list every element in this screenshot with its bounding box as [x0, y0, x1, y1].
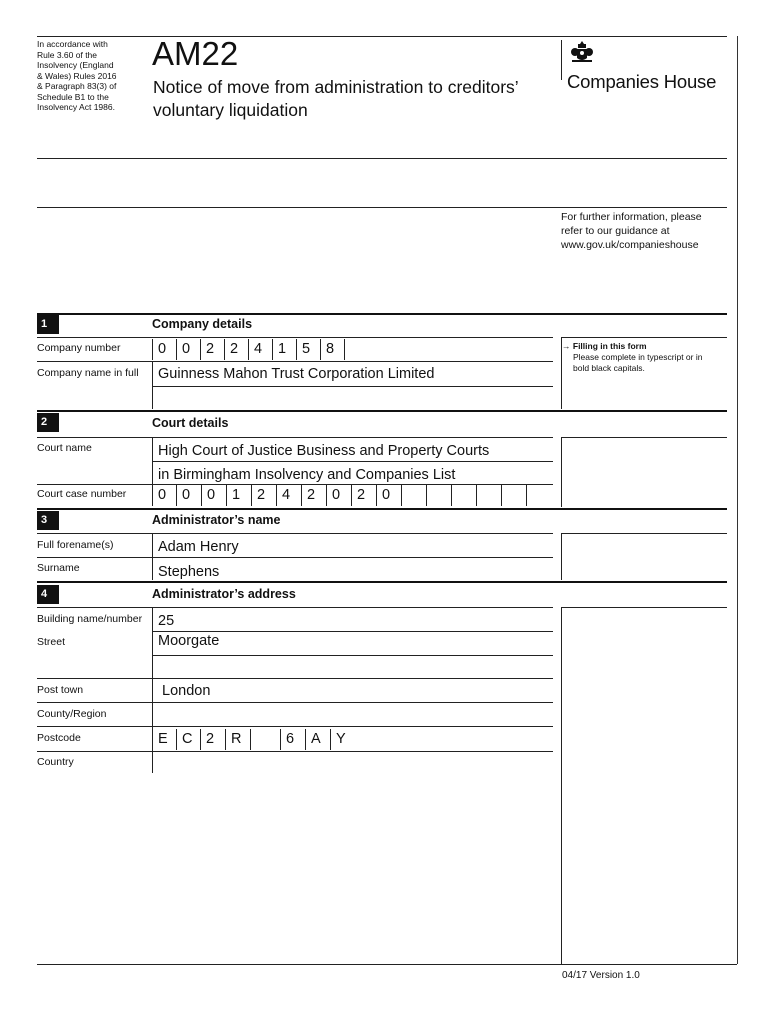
section-rule [37, 410, 727, 412]
digit-box: 2 [351, 485, 376, 506]
row-rule [37, 607, 553, 608]
form-title [153, 76, 519, 122]
digit-box: 1 [272, 339, 296, 360]
legal-note-line: Insolvency (England [37, 60, 114, 70]
company-number-label: Company number [37, 342, 121, 354]
section-rule [37, 313, 727, 315]
section-number: 2 [37, 413, 59, 432]
postcode-box: C [176, 729, 200, 750]
section-title: Administrator’s address [152, 587, 296, 601]
building-label: Building name/number [37, 613, 143, 625]
legal-note [37, 39, 147, 113]
digit-box: 2 [301, 485, 326, 506]
sidebar-rule [561, 337, 727, 338]
sidebar-rule [561, 607, 727, 608]
form-title-line: voluntary liquidation [153, 100, 308, 120]
post-town-field[interactable]: London [162, 683, 211, 699]
filling-note-line: Please complete in typescript or in [573, 352, 703, 362]
row-rule [37, 726, 553, 727]
legal-note-line: & Wales) Rules 2016 [37, 70, 117, 81]
digit-box: 0 [201, 485, 226, 506]
street-label: Street [37, 636, 66, 648]
postcode-box: E [152, 729, 176, 750]
row-rule [152, 461, 553, 462]
company-name-label: Company name in full [37, 367, 139, 379]
legal-note-line: Rule 3.60 of the [37, 49, 98, 60]
county-label: County/Region [37, 708, 107, 720]
guidance-note [561, 210, 702, 252]
row-rule [37, 361, 553, 362]
digit-box: 0 [152, 339, 176, 360]
building-field[interactable]: 25 [158, 613, 175, 629]
legal-note-line: & Paragraph 83(3) of [37, 81, 117, 91]
section-rule [37, 581, 727, 583]
digit-box: 2 [200, 339, 224, 360]
postcode-label: Postcode [37, 732, 81, 744]
digit-box: 1 [226, 485, 251, 506]
logo-divider [561, 40, 562, 80]
header-rule [37, 158, 727, 159]
digit-box: 0 [176, 339, 200, 360]
digit-box [476, 485, 501, 506]
postcode-box: 2 [200, 729, 225, 750]
postcode-box: A [305, 729, 330, 750]
court-case-number-field[interactable] [152, 485, 554, 507]
digit-box [426, 485, 451, 506]
sidebar-edge [561, 607, 562, 964]
version-label: 04/17 Version 1.0 [562, 970, 640, 981]
company-number-field[interactable] [152, 339, 352, 361]
section-title: Court details [152, 416, 229, 430]
guidance-link[interactable]: www.gov.uk/companieshouse [561, 239, 699, 251]
company-name-field-2[interactable] [153, 387, 553, 408]
sidebar-edge [561, 437, 562, 507]
section-number: 3 [37, 511, 59, 530]
digit-box: 0 [376, 485, 401, 506]
court-case-number-label: Court case number [37, 488, 127, 500]
brand-name: Companies House [567, 71, 717, 92]
court-name-field-2[interactable]: in Birmingham Insolvency and Companies List [158, 467, 456, 483]
sidebar-edge [561, 533, 562, 580]
street-field[interactable]: Moorgate [158, 633, 220, 649]
row-rule [37, 557, 553, 558]
digit-box: 4 [276, 485, 301, 506]
country-label: Country [37, 756, 74, 768]
form-title-line: Notice of move from administration to creditors’ [153, 77, 519, 97]
street-field-2[interactable] [153, 656, 553, 678]
section-number: 1 [37, 315, 59, 334]
section-number: 4 [37, 585, 59, 604]
row-rule [37, 702, 553, 703]
digit-box: 0 [176, 485, 201, 506]
digit-box: 0 [326, 485, 351, 506]
row-rule [37, 437, 553, 438]
section-rule [37, 508, 727, 510]
postcode-box [250, 729, 275, 750]
postcode-box: R [225, 729, 250, 750]
digit-box [501, 485, 526, 506]
section-title: Administrator’s name [152, 513, 281, 527]
court-name-label: Court name [37, 442, 92, 454]
section-title: Company details [152, 317, 253, 331]
surname-label: Surname [37, 562, 80, 574]
post-town-label: Post town [37, 684, 84, 696]
digit-box: 4 [248, 339, 272, 360]
postcode-field[interactable] [152, 729, 352, 751]
guidance-line: refer to our guidance at [561, 225, 670, 237]
filling-note [562, 341, 727, 374]
digit-box [451, 485, 476, 506]
page-border-right [737, 36, 738, 964]
postcode-box: Y [330, 729, 355, 750]
surname-field[interactable]: Stephens [158, 564, 220, 580]
digit-box [526, 485, 551, 506]
row-rule [37, 533, 553, 534]
filling-note-title: Filling in this form [572, 341, 647, 351]
row-rule [37, 337, 553, 338]
footer-rule [37, 964, 737, 965]
legal-note-line: Insolvency Act 1986. [37, 102, 115, 112]
row-rule [37, 678, 553, 679]
digit-box-end [344, 339, 345, 360]
form-code: AM22 [152, 35, 239, 72]
sidebar-rule [561, 533, 727, 534]
postcode-box: 6 [280, 729, 305, 750]
arrow-icon: → [562, 341, 573, 351]
digit-box: 2 [224, 339, 248, 360]
digit-box: 8 [320, 339, 344, 360]
filling-note-line: bold black capitals. [573, 363, 645, 373]
digit-box: 0 [152, 485, 176, 506]
digit-box [401, 485, 426, 506]
crest-icon [569, 40, 595, 69]
forename-field[interactable]: Adam Henry [158, 539, 239, 555]
header-rule-2 [37, 207, 727, 208]
guidance-line: For further information, please [561, 211, 702, 223]
legal-note-line: Schedule B1 to the [37, 91, 109, 102]
digit-box: 5 [296, 339, 320, 360]
top-rule [37, 36, 727, 37]
forename-label: Full forename(s) [37, 539, 114, 551]
sidebar-rule [561, 437, 727, 438]
row-rule [37, 751, 553, 752]
company-name-field[interactable]: Guinness Mahon Trust Corporation Limited [158, 366, 435, 382]
court-name-field[interactable]: High Court of Justice Business and Property Courts [158, 443, 490, 459]
row-rule [152, 631, 553, 632]
legal-note-line: In accordance with [37, 39, 108, 49]
digit-box: 2 [251, 485, 276, 506]
